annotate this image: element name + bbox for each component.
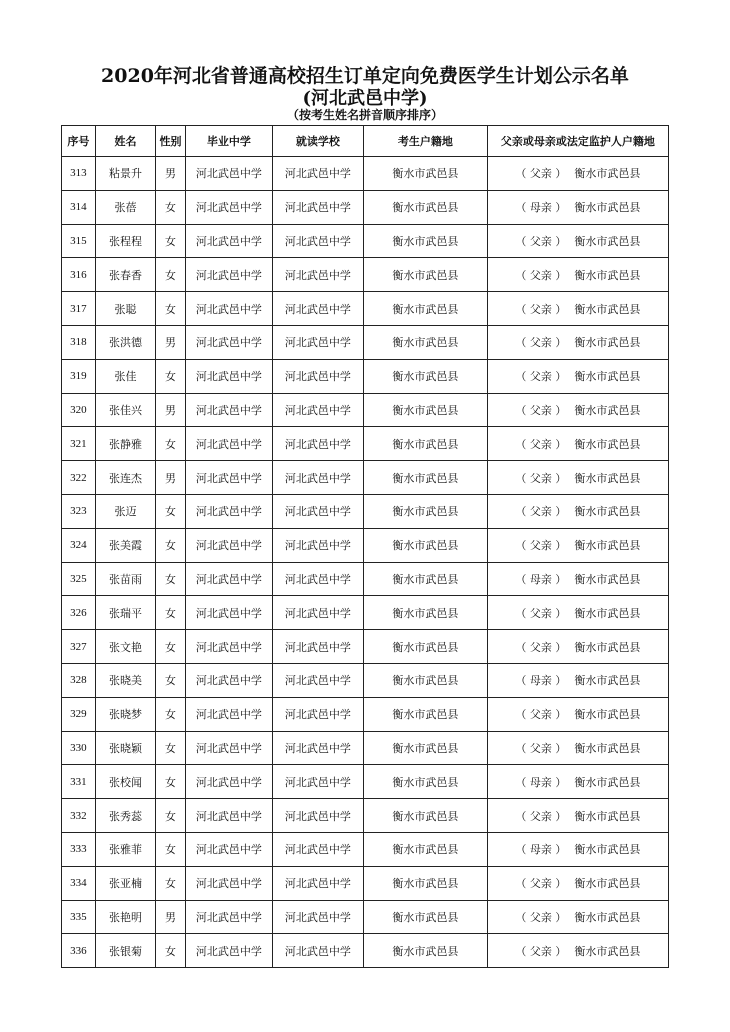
cell-serial: 336 [62,934,96,968]
cell-parent-registration [487,866,668,900]
cell-current-school: 河北武邑中学 [272,562,363,596]
header-serial: 序号 [62,126,96,157]
cell-parent-registration [487,427,668,461]
cell-serial: 331 [62,765,96,799]
parent-registration-place: 衡水市武邑县 [574,640,641,654]
cell-serial: 334 [62,866,96,900]
cell-sex: 女 [156,562,186,596]
cell-serial: 321 [62,427,96,461]
table-row [62,325,669,359]
cell-student-registration: 衡水市武邑县 [363,393,487,427]
cell-graduation-school: 河北武邑中学 [185,190,272,224]
cell-graduation-school: 河北武邑中学 [185,832,272,866]
cell-graduation-school: 河北武邑中学 [185,157,272,191]
cell-name: 张聪 [95,292,155,326]
parent-registration-place: 衡水市武邑县 [574,201,641,215]
cell-parent-registration [487,157,668,191]
cell-current-school: 河北武邑中学 [272,494,363,528]
cell-name: 张美霞 [95,528,155,562]
cell-current-school: 河北武邑中学 [272,393,363,427]
cell-serial: 313 [62,157,96,191]
cell-student-registration: 衡水市武邑县 [363,494,487,528]
cell-name: 张晓美 [95,663,155,697]
cell-parent-registration [487,663,668,697]
cell-serial: 316 [62,258,96,292]
cell-parent-registration [487,494,668,528]
table-row [62,461,669,495]
cell-name: 张迈 [95,494,155,528]
cell-parent-registration [487,596,668,630]
cell-sex: 女 [156,934,186,968]
table-header-row [62,126,669,157]
parent-relation: （ 母亲 ） [515,674,567,688]
cell-serial: 330 [62,731,96,765]
header-sex: 性别 [156,126,186,157]
cell-current-school: 河北武邑中学 [272,765,363,799]
parent-relation: （ 母亲 ） [515,572,567,586]
table-row [62,190,669,224]
cell-graduation-school: 河北武邑中学 [185,934,272,968]
parent-relation: （ 父亲 ） [515,234,567,248]
table-body [62,157,669,968]
cell-sex: 男 [156,393,186,427]
parent-relation: （ 父亲 ） [515,944,567,958]
cell-name: 张雅菲 [95,832,155,866]
parent-registration-place: 衡水市武邑县 [574,539,641,553]
cell-name: 张连杰 [95,461,155,495]
parent-relation: （ 父亲 ） [515,910,567,924]
cell-graduation-school: 河北武邑中学 [185,461,272,495]
parent-registration-place: 衡水市武邑县 [574,877,641,891]
table-row [62,630,669,664]
cell-name: 张晓颖 [95,731,155,765]
cell-name: 张艳明 [95,900,155,934]
parent-relation: （ 父亲 ） [515,403,567,417]
parent-registration-place: 衡水市武邑县 [574,471,641,485]
parent-registration-place: 衡水市武邑县 [574,234,641,248]
cell-student-registration: 衡水市武邑县 [363,731,487,765]
cell-serial: 332 [62,799,96,833]
parent-relation: （ 父亲 ） [515,167,567,181]
cell-graduation-school: 河北武邑中学 [185,325,272,359]
table-row [62,663,669,697]
cell-name: 张程程 [95,224,155,258]
table-row [62,934,669,968]
cell-serial: 326 [62,596,96,630]
cell-name: 张蓓 [95,190,155,224]
cell-serial: 318 [62,325,96,359]
cell-name: 张瑞平 [95,596,155,630]
cell-name: 张佳兴 [95,393,155,427]
parent-registration-place: 衡水市武邑县 [574,572,641,586]
cell-name: 粘景升 [95,157,155,191]
cell-serial: 314 [62,190,96,224]
cell-parent-registration [487,224,668,258]
header-name: 姓名 [95,126,155,157]
cell-current-school: 河北武邑中学 [272,866,363,900]
cell-serial: 333 [62,832,96,866]
cell-parent-registration [487,562,668,596]
parent-relation: （ 父亲 ） [515,877,567,891]
cell-current-school: 河北武邑中学 [272,663,363,697]
cell-parent-registration [487,461,668,495]
table-row [62,596,669,630]
parent-relation: （ 母亲 ） [515,843,567,857]
parent-registration-place: 衡水市武邑县 [574,910,641,924]
parent-registration-place: 衡水市武邑县 [574,843,641,857]
cell-current-school: 河北武邑中学 [272,224,363,258]
cell-current-school: 河北武邑中学 [272,900,363,934]
cell-graduation-school: 河北武邑中学 [185,494,272,528]
cell-student-registration: 衡水市武邑县 [363,832,487,866]
cell-parent-registration [487,292,668,326]
cell-graduation-school: 河北武邑中学 [185,258,272,292]
cell-graduation-school: 河北武邑中学 [185,799,272,833]
cell-sex: 女 [156,697,186,731]
cell-sex: 女 [156,292,186,326]
cell-student-registration: 衡水市武邑县 [363,866,487,900]
table-row [62,832,669,866]
cell-serial: 327 [62,630,96,664]
cell-graduation-school: 河北武邑中学 [185,292,272,326]
parent-relation: （ 父亲 ） [515,708,567,722]
table-row [62,528,669,562]
cell-graduation-school: 河北武邑中学 [185,866,272,900]
parent-registration-place: 衡水市武邑县 [574,167,641,181]
cell-current-school: 河北武邑中学 [272,258,363,292]
table-row [62,393,669,427]
cell-parent-registration [487,934,668,968]
cell-current-school: 河北武邑中学 [272,157,363,191]
cell-parent-registration [487,900,668,934]
parent-registration-place: 衡水市武邑县 [574,268,641,282]
cell-student-registration: 衡水市武邑县 [363,663,487,697]
cell-parent-registration [487,799,668,833]
parent-registration-place: 衡水市武邑县 [574,674,641,688]
cell-serial: 323 [62,494,96,528]
cell-name: 张亚楠 [95,866,155,900]
cell-parent-registration [487,393,668,427]
cell-name: 张银菊 [95,934,155,968]
cell-serial: 328 [62,663,96,697]
student-list-table [61,125,669,968]
cell-sex: 男 [156,900,186,934]
parent-relation: （ 父亲 ） [515,741,567,755]
cell-current-school: 河北武邑中学 [272,292,363,326]
cell-current-school: 河北武邑中学 [272,799,363,833]
parent-relation: （ 父亲 ） [515,539,567,553]
cell-name: 张静雅 [95,427,155,461]
table-row [62,359,669,393]
cell-sex: 女 [156,596,186,630]
cell-graduation-school: 河北武邑中学 [185,630,272,664]
cell-current-school: 河北武邑中学 [272,832,363,866]
cell-serial: 335 [62,900,96,934]
cell-student-registration: 衡水市武邑县 [363,934,487,968]
cell-current-school: 河北武邑中学 [272,461,363,495]
cell-student-registration: 衡水市武邑县 [363,461,487,495]
parent-registration-place: 衡水市武邑县 [574,505,641,519]
table-row [62,799,669,833]
table-row [62,866,669,900]
table-row [62,731,669,765]
header-current-school: 就读学校 [272,126,363,157]
table-row [62,224,669,258]
cell-sex: 女 [156,630,186,664]
parent-relation: （ 父亲 ） [515,505,567,519]
cell-sex: 女 [156,866,186,900]
cell-sex: 男 [156,325,186,359]
cell-student-registration: 衡水市武邑县 [363,224,487,258]
parent-registration-place: 衡水市武邑县 [574,370,641,384]
cell-student-registration: 衡水市武邑县 [363,190,487,224]
cell-current-school: 河北武邑中学 [272,528,363,562]
cell-name: 张校闻 [95,765,155,799]
parent-registration-place: 衡水市武邑县 [574,336,641,350]
cell-graduation-school: 河北武邑中学 [185,427,272,461]
cell-parent-registration [487,359,668,393]
cell-parent-registration [487,697,668,731]
cell-name: 张晓梦 [95,697,155,731]
header-graduation-school: 毕业中学 [185,126,272,157]
cell-current-school: 河北武邑中学 [272,697,363,731]
cell-current-school: 河北武邑中学 [272,190,363,224]
cell-student-registration: 衡水市武邑县 [363,427,487,461]
table-row [62,427,669,461]
cell-sex: 女 [156,359,186,393]
cell-serial: 322 [62,461,96,495]
cell-sex: 男 [156,461,186,495]
cell-graduation-school: 河北武邑中学 [185,596,272,630]
parent-registration-place: 衡水市武邑县 [574,741,641,755]
table-row [62,258,669,292]
cell-name: 张文艳 [95,630,155,664]
cell-parent-registration [487,832,668,866]
parent-relation: （ 父亲 ） [515,437,567,451]
cell-sex: 女 [156,528,186,562]
table-row [62,765,669,799]
cell-student-registration: 衡水市武邑县 [363,325,487,359]
cell-parent-registration [487,765,668,799]
cell-graduation-school: 河北武邑中学 [185,697,272,731]
cell-current-school: 河北武邑中学 [272,731,363,765]
cell-parent-registration [487,190,668,224]
parent-registration-place: 衡水市武邑县 [574,708,641,722]
cell-sex: 女 [156,427,186,461]
cell-student-registration: 衡水市武邑县 [363,562,487,596]
cell-sex: 女 [156,190,186,224]
cell-current-school: 河北武邑中学 [272,427,363,461]
parent-relation: （ 母亲 ） [515,775,567,789]
cell-serial: 324 [62,528,96,562]
school-subtitle: (河北武邑中学) [302,88,428,109]
cell-graduation-school: 河北武邑中学 [185,731,272,765]
cell-current-school: 河北武邑中学 [272,325,363,359]
cell-student-registration: 衡水市武邑县 [363,765,487,799]
cell-sex: 男 [156,157,186,191]
cell-sex: 女 [156,663,186,697]
parent-relation: （ 父亲 ） [515,302,567,316]
cell-parent-registration [487,731,668,765]
table-row [62,292,669,326]
cell-graduation-school: 河北武邑中学 [185,900,272,934]
parent-relation: （ 父亲 ） [515,268,567,282]
cell-parent-registration [487,630,668,664]
parent-registration-place: 衡水市武邑县 [574,944,641,958]
table-row [62,697,669,731]
table-row [62,157,669,191]
cell-current-school: 河北武邑中学 [272,934,363,968]
parent-registration-place: 衡水市武邑县 [574,606,641,620]
parent-relation: （ 父亲 ） [515,606,567,620]
header-parent-registration: 父亲或母亲或法定监护人户籍地 [487,126,668,157]
parent-relation: （ 父亲 ） [515,640,567,654]
cell-student-registration: 衡水市武邑县 [363,258,487,292]
cell-sex: 女 [156,765,186,799]
cell-name: 张苗雨 [95,562,155,596]
cell-current-school: 河北武邑中学 [272,596,363,630]
cell-graduation-school: 河北武邑中学 [185,663,272,697]
parent-registration-place: 衡水市武邑县 [574,775,641,789]
cell-serial: 329 [62,697,96,731]
parent-registration-place: 衡水市武邑县 [574,403,641,417]
cell-student-registration: 衡水市武邑县 [363,697,487,731]
parent-relation: （ 父亲 ） [515,471,567,485]
parent-relation: （ 母亲 ） [515,201,567,215]
cell-sex: 女 [156,258,186,292]
table-row [62,562,669,596]
cell-student-registration: 衡水市武邑县 [363,157,487,191]
cell-student-registration: 衡水市武邑县 [363,799,487,833]
parent-registration-place: 衡水市武邑县 [574,302,641,316]
cell-student-registration: 衡水市武邑县 [363,359,487,393]
cell-student-registration: 衡水市武邑县 [363,900,487,934]
cell-current-school: 河北武邑中学 [272,359,363,393]
parent-relation: （ 父亲 ） [515,809,567,823]
cell-serial: 317 [62,292,96,326]
cell-graduation-school: 河北武邑中学 [185,224,272,258]
parent-relation: （ 父亲 ） [515,370,567,384]
cell-student-registration: 衡水市武邑县 [363,528,487,562]
cell-student-registration: 衡水市武邑县 [363,292,487,326]
cell-sex: 女 [156,224,186,258]
table-row [62,900,669,934]
header-student-registration: 考生户籍地 [363,126,487,157]
cell-graduation-school: 河北武邑中学 [185,528,272,562]
cell-student-registration: 衡水市武邑县 [363,630,487,664]
cell-graduation-school: 河北武邑中学 [185,562,272,596]
cell-graduation-school: 河北武邑中学 [185,359,272,393]
sort-note: （按考生姓名拼音顺序排序） [286,108,443,122]
cell-serial: 325 [62,562,96,596]
cell-serial: 315 [62,224,96,258]
parent-registration-place: 衡水市武邑县 [574,809,641,823]
table-row [62,494,669,528]
cell-serial: 320 [62,393,96,427]
cell-name: 张秀蕊 [95,799,155,833]
cell-name: 张佳 [95,359,155,393]
cell-name: 张洪德 [95,325,155,359]
parent-relation: （ 父亲 ） [515,336,567,350]
cell-current-school: 河北武邑中学 [272,630,363,664]
cell-parent-registration [487,325,668,359]
cell-graduation-school: 河北武邑中学 [185,393,272,427]
cell-parent-registration [487,528,668,562]
cell-parent-registration [487,258,668,292]
document-title: 2020年河北省普通高校招生订单定向免费医学生计划公示名单 [101,65,629,87]
cell-sex: 女 [156,832,186,866]
parent-registration-place: 衡水市武邑县 [574,437,641,451]
cell-sex: 女 [156,494,186,528]
cell-name: 张春香 [95,258,155,292]
cell-student-registration: 衡水市武邑县 [363,596,487,630]
cell-sex: 女 [156,731,186,765]
cell-serial: 319 [62,359,96,393]
cell-sex: 女 [156,799,186,833]
cell-graduation-school: 河北武邑中学 [185,765,272,799]
